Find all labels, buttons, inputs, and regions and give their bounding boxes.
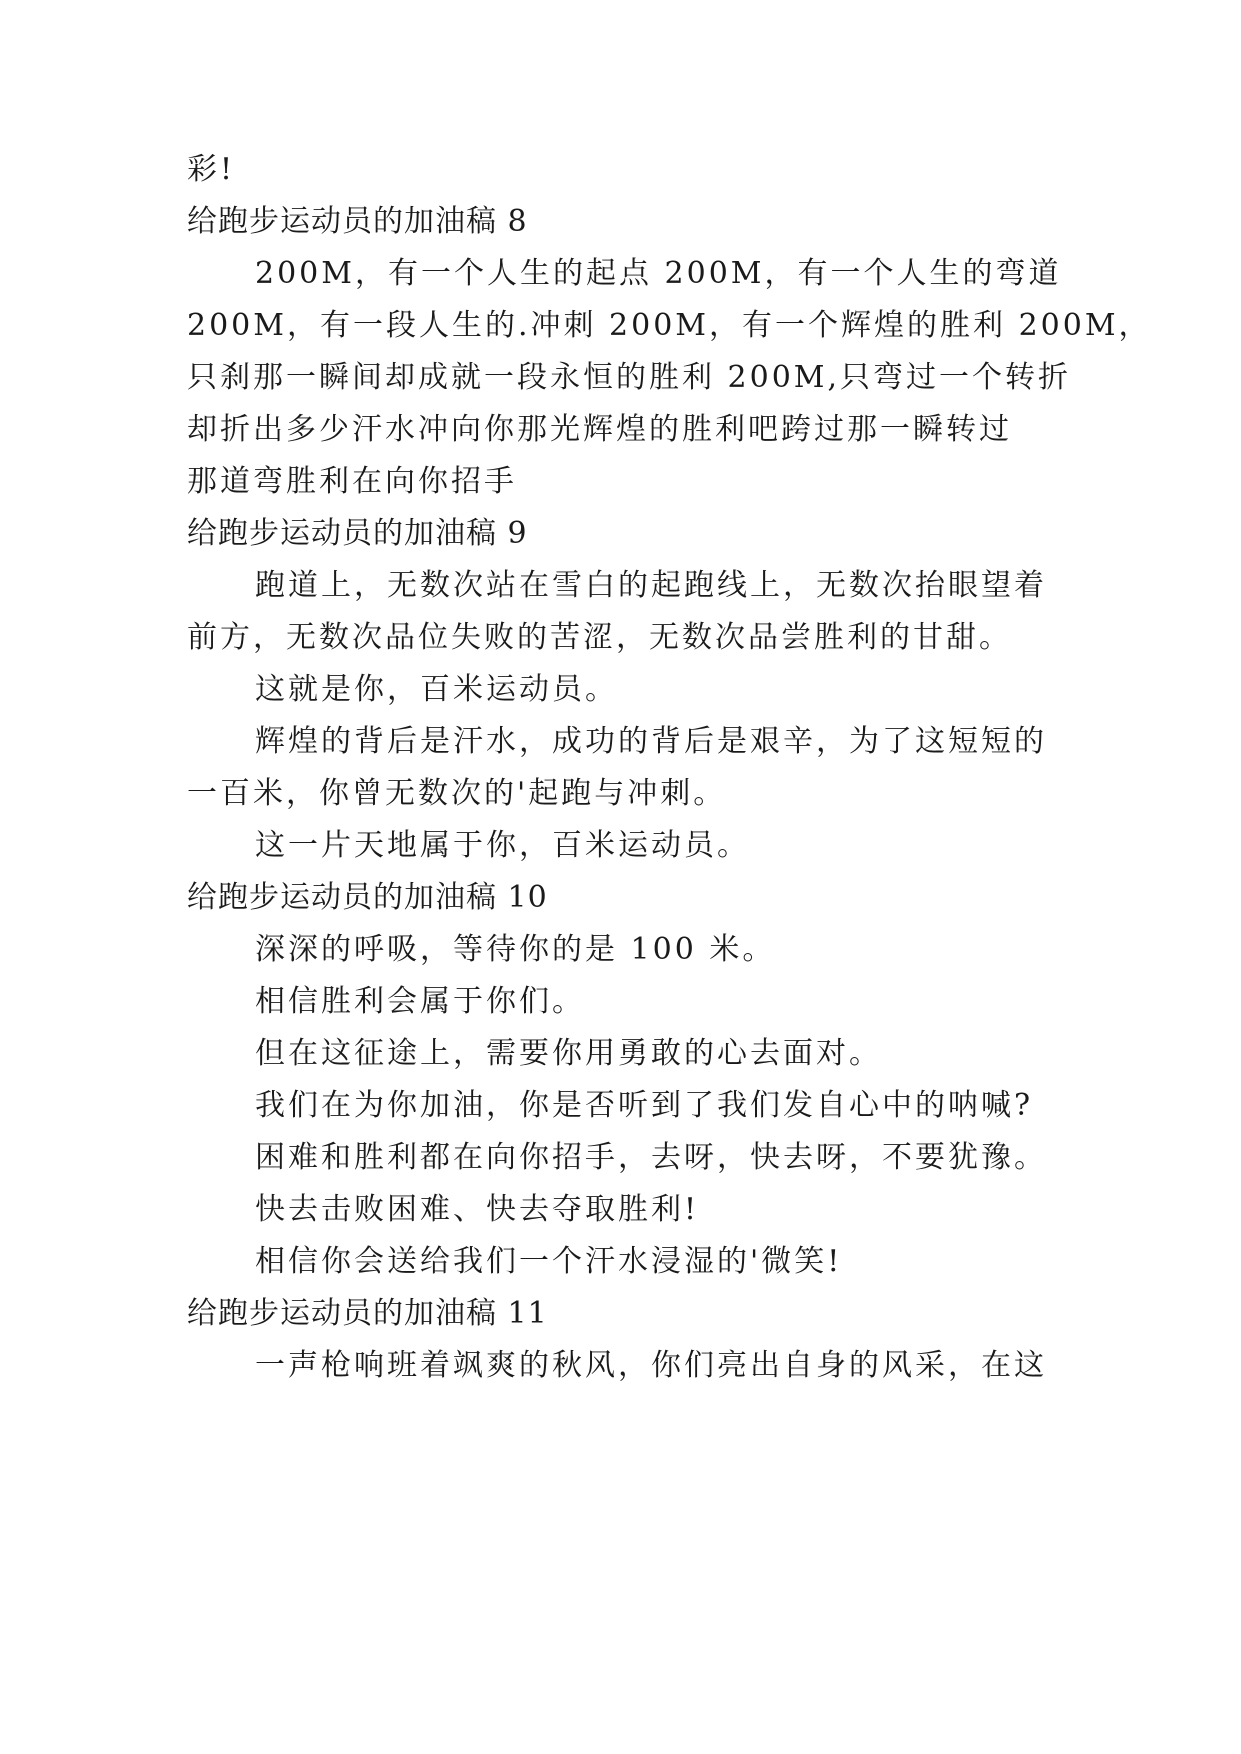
text-line: 彩! xyxy=(187,152,236,187)
text-line: 只刹那一瞬间却成就一段永恒的胜利 200M,只弯过一个转折 xyxy=(187,360,1072,395)
section-heading: 给跑步运动员的加油稿 10 xyxy=(187,880,548,915)
text-line: 却折出多少汗水冲向你那光辉煌的胜利吧跨过那一瞬转过 xyxy=(187,412,1012,447)
text-line: 一百米，你曾无数次的'起跑与冲刺。 xyxy=(187,776,727,811)
section-heading: 给跑步运动员的加油稿 8 xyxy=(187,204,528,239)
section-heading: 给跑步运动员的加油稿 9 xyxy=(187,516,528,551)
text-line: 跑道上，无数次站在雪白的起跑线上，无数次抬眼望着 xyxy=(255,568,1047,603)
text-line: 前方，无数次品位失败的苦涩，无数次品尝胜利的甘甜。 xyxy=(187,620,1012,655)
text-line: 这就是你，百米运动员。 xyxy=(255,672,618,707)
text-line: 200M，有一个人生的起点 200M，有一个人生的弯道 xyxy=(255,256,1062,291)
text-line: 200M，有一段人生的.冲刺 200M，有一个辉煌的胜利 200M， xyxy=(187,308,1152,343)
text-line: 一声枪响班着飒爽的秋风，你们亮出自身的风采，在这 xyxy=(255,1348,1047,1383)
text-line: 深深的呼吸，等待你的是 100 米。 xyxy=(255,932,776,967)
text-line: 但在这征途上，需要你用勇敢的心去面对。 xyxy=(255,1036,882,1071)
text-line: 快去击败困难、快去夺取胜利! xyxy=(255,1192,700,1227)
section-heading: 给跑步运动员的加油稿 11 xyxy=(187,1296,548,1331)
text-line: 困难和胜利都在向你招手，去呀，快去呀，不要犹豫。 xyxy=(255,1140,1047,1175)
text-line: 相信胜利会属于你们。 xyxy=(255,984,585,1019)
text-line: 这一片天地属于你，百米运动员。 xyxy=(255,828,750,863)
text-line: 相信你会送给我们一个汗水浸湿的'微笑! xyxy=(255,1244,843,1279)
text-line: 辉煌的背后是汗水，成功的背后是艰辛，为了这短短的 xyxy=(255,724,1047,759)
text-line: 那道弯胜利在向你招手 xyxy=(187,464,517,499)
text-line: 我们在为你加油，你是否听到了我们发自心中的呐喊? xyxy=(255,1088,1034,1123)
